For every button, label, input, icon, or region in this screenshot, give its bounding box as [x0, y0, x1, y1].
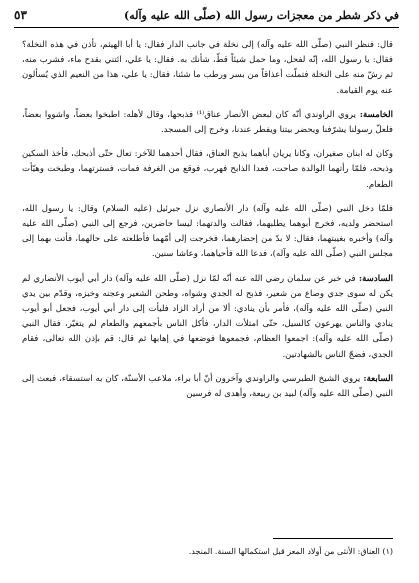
- paragraph-lead: السادسة:: [355, 273, 394, 284]
- paragraph-text: فلمّا دخل النبي (صلّى الله عليه وآله) دار الأنصاري نزل جبرئيل (عليه السلام) وقال: يا رسول الله، استحضر ولديه، فخرج أبوهما يطلبهما، فقالت والدتهما: ليسا حاضرين، فرجع إلى النبي (صلّى الله عليه وآله) وأخبره بغيبتهما، فقال: لا بدّ من إحضارهما، فخرجت إلى أمّهما فأطلعته على حالهما، فأتت بهما إلى مجلس النبي (صلّى الله عليه وآله)، فدعا الله فأحياهما، وعاشا سنين.: [22, 203, 393, 260]
- main-text: [22, 38, 393, 409]
- paragraph: [22, 372, 393, 402]
- paragraph-lead: السابعة:: [360, 373, 394, 384]
- header-rule: [14, 27, 399, 28]
- paragraph-text: قال: فنظر النبي (صلّى الله عليه وآله) إلى نخلة في جانب الدار فقال: يا أبا الهيثم، تأذن في هذه النخلة؟ فقال: يا رسول الله، إنّه لفحل، وما حمل شيئاً قطّ، شأنك به. فقال: يا علي، ائتني بقدح ماء، فشرب منه، ثم رشّ منه على النخلة فتملّت أعذاقاً من بسر ورطب ما شئنا، فقال: يا علي، هذا من النعيم الذي يُسألون عنه يوم القيامة.: [22, 40, 393, 96]
- paragraph-text: يروي الشيخ الطبرسي والراوندي وآخرون أنّ أبا براء، ملاعب الأسنّة، كان به استسقاء، فبعث إلى النبي (صلّى الله عليه وآله) لبيد بن ربيعة، وأهدى له فرسين: [22, 373, 393, 400]
- paragraph-text: يروي الراوندي أنّه كان لبعض الأنصار عناق⁽¹⁾ فذبحها، وقال لأهله: اطبخوا بعضاً، واشووا بعضاً، فلعلّ رسولنا يشرّفنا ويحضر بيتنا ويفطر عندنا، وخرج إلى المسجد.: [22, 109, 393, 136]
- paragraph-text: وكان له ابنان صغيران، وكانا يريان أباهما يذبح العناق، فقال أحدهما للآخر: تعال حتّى أذبحك، فأخذ السكين وذبحه، فلمّا رأتهما الوالدة صاحت، فعدا الذابح فهرب، فوقع من الغرفة فمات، فسترتهما، وطبخت وهيّأت الطعام.: [22, 149, 393, 190]
- running-title: في ذكر شطر من معجزات رسول الله (صلّى الله عليه وآله): [124, 9, 399, 22]
- paragraph: [22, 147, 393, 193]
- footnote-rule: [273, 538, 393, 539]
- paragraph-text: في خبر عن سلمان رضي الله عنه أنّه لمّا نزل (صلّى الله عليه وآله) دار أبي أيوب الأنصاري لم يكن له سوى جدي وصاع من شعير، فذبح له الجدي وشواه، وطحن الشعير وعجنه وخبزه، وقدّم بين يدي النبي (صلّى الله عليه وآله)، فأمر بأن ينادي: ألا من أراد الزاد فليأت إلى دار أبي أيوب، فجعل أبو أيوب ينادي والناس يهرعون كالسيل، حتّى امتلأت الدار، فأكل الناس بأجمعهم والطعام لم يتغيّر، فقال النبي (صلّى الله عليه وآله): اجمعوا العظام، فجمعوها فوضعها في إهابها ثم قال: قم بإذن الله تعالى، فقام الجدي، فضجّ الناس بالشهادتين.: [22, 273, 393, 360]
- footnote: (١) العناق: الأنثى من أولاد المعز قبل استكمالها السنة. المنجد.: [188, 547, 393, 556]
- page-number: ٥٣: [14, 8, 27, 22]
- paragraph-lead: الخامسة:: [356, 109, 393, 120]
- paragraph: [22, 38, 393, 99]
- page-header: [14, 8, 399, 22]
- paragraph: [22, 272, 393, 363]
- paragraph: [22, 202, 393, 263]
- paragraph: [22, 108, 393, 138]
